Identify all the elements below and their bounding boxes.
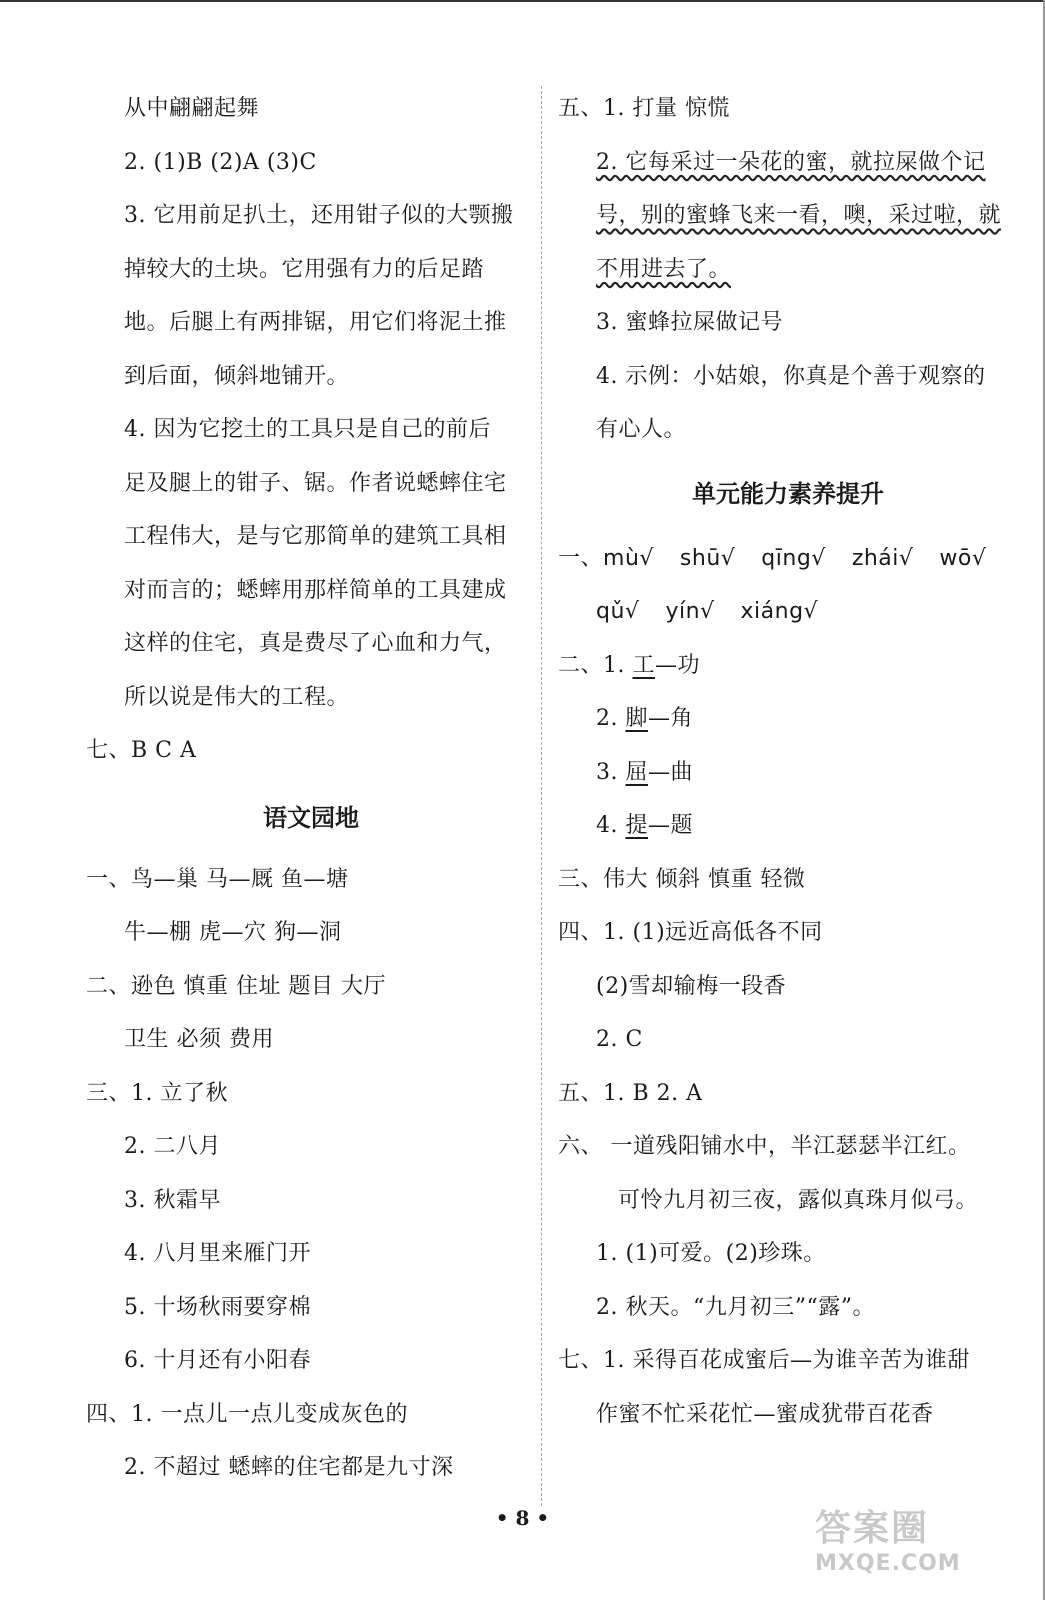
answer-line [558, 243, 1018, 297]
answer-text: —功 [655, 652, 701, 678]
pinyin-item: zhái√ [851, 545, 914, 571]
item-number: 2. [596, 706, 626, 731]
watermark-url: MXQE.COM [815, 1551, 961, 1576]
answer-line: 对而言的；蟋蟀用那样简单的工具建成 [124, 577, 507, 603]
answer-line: 2. (1)B (2)A (3)C [124, 149, 317, 175]
answer-line: 牛—棚 虎—穴 狗—洞 [124, 920, 342, 945]
wavy-underlined-text: 2. 它每采过一朵花的蜜，就拉屎做个记 [596, 149, 986, 175]
answer-text: —曲 [648, 759, 694, 785]
answer-line: 3. 它用前足扒土，还用钳子似的大颚搬 [124, 203, 514, 228]
answer-line: 掉较大的土块。它用强有力的后足踏 [124, 256, 485, 282]
pinyin-item: qǔ√ [596, 599, 640, 624]
answer-line: 2. 秋天。“九月初三”“露”。 [596, 1294, 875, 1320]
item-number: 二、1. [558, 652, 633, 678]
item-number: 3. [596, 759, 626, 785]
site-watermark-logo [815, 1500, 1025, 1580]
left-answers-bottom [86, 853, 536, 1495]
answer-line: 工程伟大，是与它那简单的建筑工具相 [124, 524, 507, 549]
right-column [558, 82, 1018, 1441]
answer-text: —角 [648, 706, 694, 731]
pinyin-item: qīng√ [761, 545, 826, 571]
answer-line: 五、1. B 2. A [558, 1080, 703, 1106]
underlined-char: 脚 [625, 706, 648, 731]
answer-line: 4. 因为它挖土的工具只是自己的前后 [124, 417, 491, 442]
pinyin-row [558, 532, 1018, 586]
answer-line: 3. 秋霜早 [124, 1187, 221, 1213]
answer-line [558, 692, 1018, 746]
answer-line: 一、鸟—巢 马—厩 鱼—塘 [86, 866, 349, 892]
page-top-border [0, 0, 1045, 2]
answer-line: 有心人。 [596, 417, 687, 442]
answer-line: 4. 示例：小姑娘，你真是个善于观察的 [596, 363, 986, 389]
answer-line: 地。后腿上有两排锯，用它们将泥土推 [124, 310, 507, 335]
answer-line: 6. 十月还有小阳春 [124, 1348, 311, 1373]
answer-line: 可怜九月初三夜，露似真珠月似弓。 [618, 1187, 979, 1213]
pinyin-item: shū√ [679, 545, 736, 571]
underlined-char: 提 [625, 813, 648, 838]
pinyin-item: xiáng√ [740, 599, 819, 624]
answer-line: 1. (1)可爱。(2)珍珠。 [596, 1241, 826, 1266]
item-number: 4. [596, 813, 626, 838]
answer-line: 七、1. 采得百花成蜜后—为谁辛苦为谁甜 [558, 1348, 970, 1373]
answer-text: —题 [648, 813, 694, 838]
answer-line [558, 799, 1018, 853]
answer-line: 从中翩翩起舞 [124, 96, 260, 121]
answer-line [558, 746, 1018, 800]
answer-line: 四、1. (1)远近高低各不同 [558, 920, 823, 945]
answer-line [558, 136, 1018, 190]
answer-line: 2. 二八月 [124, 1134, 221, 1159]
answer-line: 二、逊色 慎重 住址 题目 大厅 [86, 973, 386, 999]
answer-line: 五、1. 打量 惊慌 [558, 96, 730, 121]
answer-line: 三、伟大 倾斜 慎重 轻微 [558, 866, 806, 892]
underlined-char: 屈 [625, 759, 648, 785]
wavy-underlined-text: 号，别的蜜蜂飞来一看，噢，采过啦，就 [596, 203, 1002, 228]
answer-line [558, 639, 1018, 693]
pinyin-item: wō√ [939, 545, 987, 571]
pinyin-item: mù√ [603, 545, 654, 571]
answer-line: 三、1. 立了秋 [86, 1080, 228, 1106]
answer-line: 足及腿上的钳子、锯。作者说蟋蟀住宅 [124, 470, 507, 496]
answer-line: 这样的住宅，真是费尽了心血和力气， [124, 631, 507, 656]
answer-line: 2. C [596, 1027, 643, 1052]
column-divider [541, 86, 542, 1506]
answer-line [558, 189, 1018, 243]
right-answers-bottom [558, 853, 1018, 1442]
answer-line: 七、B C A [86, 738, 197, 763]
answer-line: 5. 十场秋雨要穿棉 [124, 1294, 311, 1320]
answer-line: 3. 蜜蜂拉屎做记号 [596, 310, 783, 335]
section-heading-yuwen-yuandi: 语文园地 [263, 803, 359, 832]
page-number: • 8 • [495, 1506, 550, 1530]
answer-line: 4. 八月里来雁门开 [124, 1241, 311, 1266]
pinyin-prefix: 一、 [558, 545, 604, 571]
wavy-underlined-text: 不用进去了。 [596, 256, 732, 282]
left-answers-top [86, 82, 536, 778]
answer-line: (2)雪却输梅一段香 [596, 973, 787, 999]
answer-line: 六、 一道残阳铺水中，半江瑟瑟半江红。 [558, 1134, 971, 1159]
answer-line: 作蜜不忙采花忙—蜜成犹带百花香 [596, 1401, 934, 1427]
underlined-char: 工 [632, 652, 655, 678]
answer-line: 2. 不超过 蟋蟀的住宅都是九寸深 [124, 1455, 454, 1480]
pinyin-row [558, 585, 1018, 639]
answer-line: 卫生 必须 费用 [124, 1027, 274, 1052]
answer-line: 四、1. 一点儿一点儿变成灰色的 [86, 1401, 408, 1427]
watermark-logo-text: 答案圈 [815, 1508, 930, 1549]
section-heading-unit-improvement: 单元能力素养提升 [692, 479, 884, 508]
answer-line: 所以说是伟大的工程。 [124, 684, 350, 710]
answer-line: 到后面，倾斜地铺开。 [124, 363, 350, 389]
pinyin-item: yín√ [665, 599, 715, 624]
left-column [86, 82, 536, 1495]
